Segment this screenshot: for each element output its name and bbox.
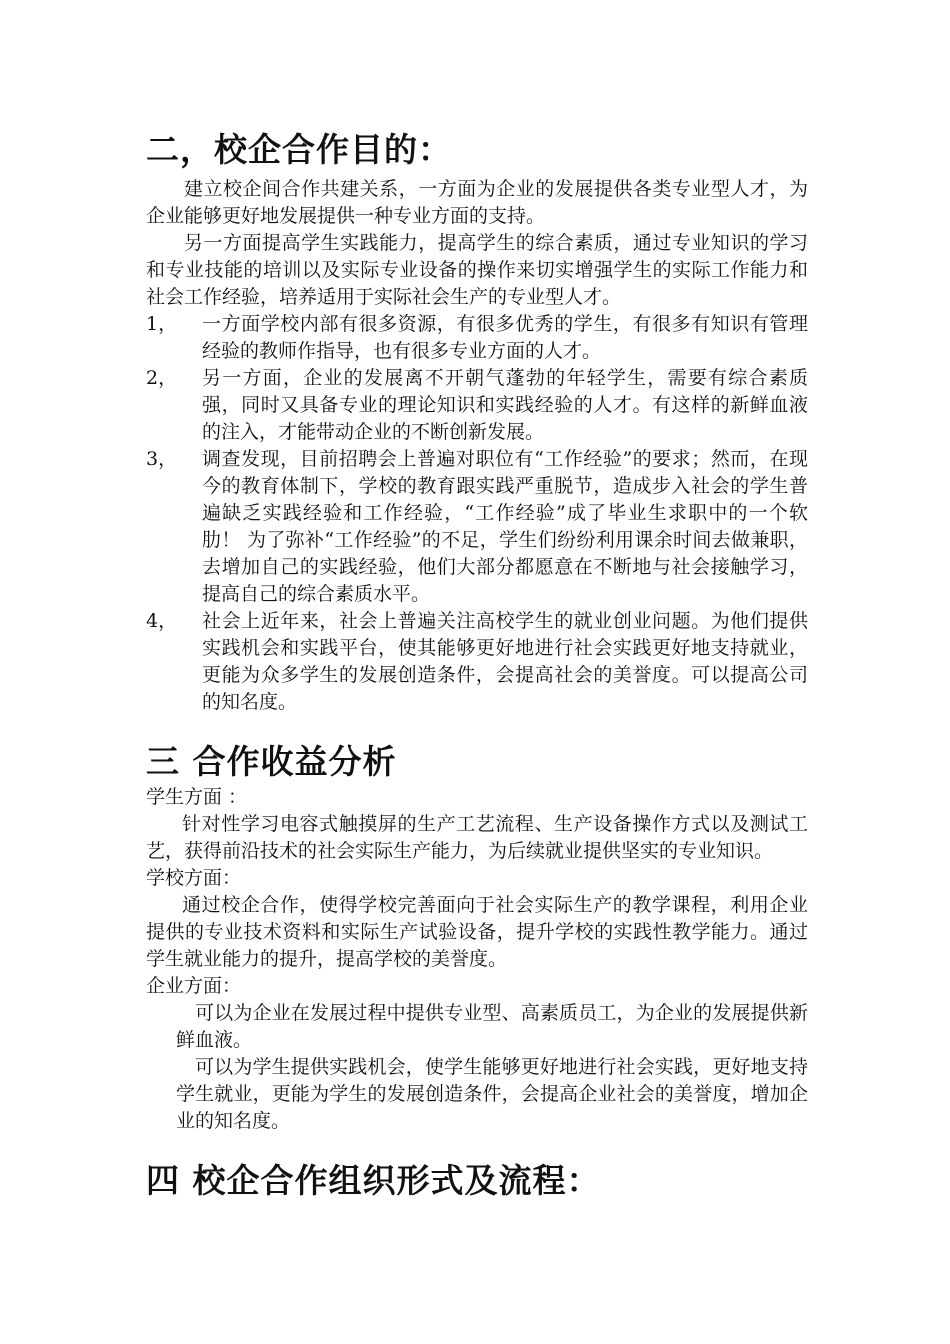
document-page <box>146 128 808 1203</box>
school-paragraph: 通过校企合作，使得学校完善面向于社会实际生产的教学课程，利用企业提供的专业技术资料和实际生产试验设备，提升学校的实践性教学能力。通过学生就业能力的提升，提高学校的美誉度。 <box>146 894 808 970</box>
list-number: 2， <box>146 367 178 389</box>
section2-paragraph-2: 另一方面提高学生实践能力，提高学生的综合素质，通过专业知识的学习和专业技能的培训以及实际专业设备的操作来切实增强学生的实际工作能力和社会工作经验，培养适用于实际社会生产的专业型人才。 <box>146 232 808 308</box>
list-item <box>146 365 808 446</box>
section2-list <box>146 311 808 716</box>
enterprise-label: 企业方面： <box>146 975 242 997</box>
section2-paragraph-1: 建立校企间合作共建关系，一方面为企业的发展提供各类专业型人才，为企业能够更好地发展提供一种专业方面的支持。 <box>146 178 808 227</box>
list-text: 另一方面，企业的发展离不开朝气蓬勃的年轻学生，需要有综合素质强，同时又具备专业的理论知识和实践经验的人才。有这样的新鲜血液的注入，才能带动企业的不断创新发展。 <box>202 367 808 443</box>
school-label: 学校方面： <box>146 867 242 889</box>
section2-heading: 二，校企合作目的： <box>146 130 452 169</box>
list-item <box>146 446 808 608</box>
list-text: 社会上近年来，社会上普遍关注高校学生的就业创业问题。为他们提供实践机会和实践平台，使其能够更好地进行社会实践更好地支持就业，更能为众多学生的发展创造条件，会提高社会的美誉度。可以提高公司的知名度。 <box>202 610 808 713</box>
list-text: 调查发现，目前招聘会上普遍对职位有“工作经验”的要求；然而，在现今的教育体制下，学校的教育跟实践严重脱节，造成步入社会的学生普遍缺乏实践经验和工作经验，“工作经验”成了毕业生求职中的一个软肋！ 为了弥补“工作经验”的不足，学生们纷纷利用课余时间去做兼职，去增加自己的实践经验，他们大部分都愿意在不断地与社会接触学习，提高自己的综合素质水平。 <box>202 448 808 605</box>
enterprise-paragraph-1: 可以为企业在发展过程中提供专业型、高素质员工，为企业的发展提供新鲜血液。 <box>176 1002 808 1051</box>
list-number: 3， <box>146 448 178 470</box>
list-number: 4， <box>146 610 178 632</box>
list-text: 一方面学校内部有很多资源，有很多优秀的学生，有很多有知识有管理经验的教师作指导，也有很多专业方面的人才。 <box>202 313 808 362</box>
student-paragraph: 针对性学习电容式触摸屏的生产工艺流程、生产设备操作方式以及测试工艺，获得前沿技术的社会实际生产能力，为后续就业提供坚实的专业知识。 <box>146 813 808 862</box>
section4-heading: 四 校企合作组织形式及流程： <box>146 1161 601 1200</box>
section3-heading: 三 合作收益分析 <box>146 742 397 781</box>
list-item <box>146 608 808 716</box>
enterprise-paragraph-2: 可以为学生提供实践机会，使学生能够更好地进行社会实践，更好地支持学生就业，更能为学生的发展创造条件，会提高企业社会的美誉度，增加企业的知名度。 <box>176 1056 808 1132</box>
enterprise-block <box>176 1000 808 1135</box>
list-item <box>146 311 808 365</box>
student-label: 学生方面 ： <box>146 786 248 808</box>
list-number: 1， <box>146 313 178 335</box>
